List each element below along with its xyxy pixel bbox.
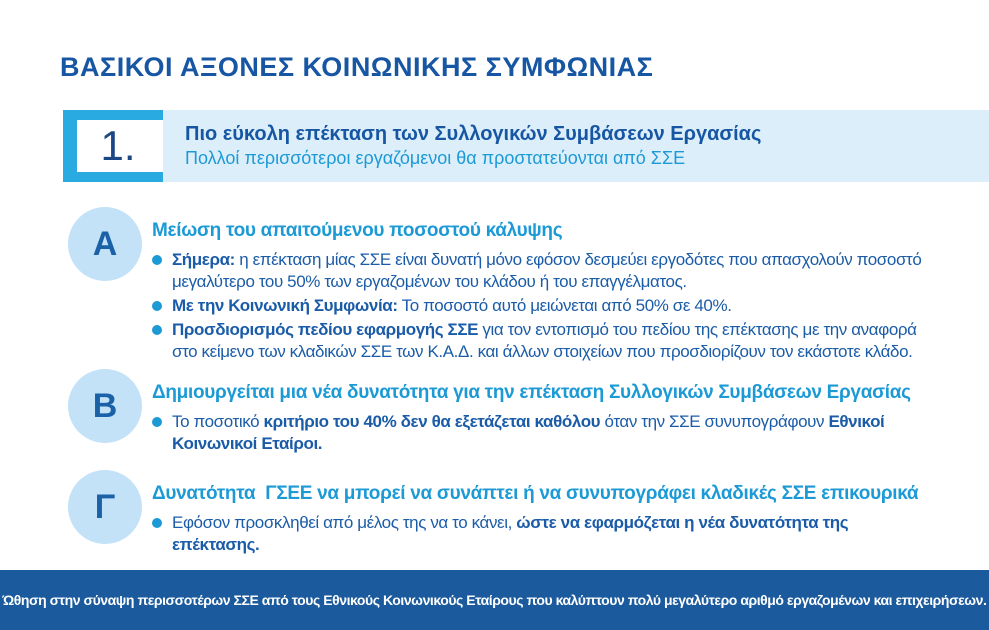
section-heading: Μείωση του απαιτούμενου ποσοστού κάλυψης [152, 220, 563, 241]
bullet-icon [152, 325, 162, 335]
section-letter-badge [68, 207, 142, 281]
axis-1-text [185, 110, 761, 182]
section-content [152, 381, 969, 457]
bullet-list [152, 249, 969, 363]
section-content [152, 482, 969, 558]
bullet-list [152, 411, 969, 455]
list-item [152, 295, 969, 317]
bullet-text: Το ποσοτικό κριτήριο του 40% δεν θα εξετάζεται καθόλου όταν την ΣΣΕ συνυπογράφουν Εθνικοί Κοινωνικοί Εταίροι. [172, 412, 885, 453]
axis-1-heading: Πιο εύκολη επέκταση των Συλλογικών Συμβάσεων Εργασίας [185, 123, 762, 145]
bullet-text: Με την Κοινωνική Συμφωνία: Το ποσοστό αυτό μειώνεται από 50% σε 40%. [172, 296, 732, 315]
footer-text: Ώθηση στην σύναψη περισσοτέρων ΣΣΕ από τους Εθνικούς Κοινωνικούς Εταίρους που καλύπτουν πολύ μεγαλύτερο αριθμό εργαζομένων και επιχειρήσεων. [2, 592, 987, 608]
list-item [152, 512, 969, 556]
bullet-list [152, 512, 969, 556]
axis-1-subheading: Πολλοί περισσότεροι εργαζόμενοι θα προστατεύονται από ΣΣΕ [185, 148, 686, 168]
bullet-text: Προσδιορισμός πεδίου εφαρμογής ΣΣΕ για τον εντοπισμό του πεδίου της επέκτασης με την αναφορά στο κείμενο των κλαδικών ΣΣΕ των Κ.Α.Δ. και άλλων στοιχείων που προσδιορίζουν τον εκάστοτε κλάδο. [172, 320, 917, 361]
section-content [152, 219, 969, 365]
list-item [152, 319, 969, 363]
section-letter-badge [68, 470, 142, 544]
bullet-text: Σήμερα: η επέκταση μίας ΣΣΕ είναι δυνατή μόνο εφόσον δεσμεύει εργοδότες που απασχολούν ποσοστό μεγαλύτερο του 50% των εργαζομένων του κλάδου ή του επαγγέλματος. [172, 250, 922, 291]
list-item [152, 249, 969, 293]
footer-banner [0, 570, 989, 630]
axis-number: 1. [100, 122, 136, 169]
section-heading: Δυνατότητα ΓΣΕΕ να μπορεί να συνάπτει ή να συνυπογράφει κλαδικές ΣΣΕ επικουρικά [152, 483, 919, 504]
section-letter: Γ [94, 487, 116, 526]
list-item [152, 411, 969, 455]
bullet-icon [152, 417, 162, 427]
bullet-icon [152, 255, 162, 265]
section-letter-badge [68, 369, 142, 443]
section-heading: Δημιουργείται μια νέα δυνατότητα για την επέκταση Συλλογικών Συμβάσεων Εργασίας [152, 382, 911, 403]
bullet-text: Εφόσον προσκληθεί από μέλος της να το κάνει, ώστε να εφαρμόζεται η νέα δυνατότητα της επέκτασης. [172, 513, 849, 554]
bullet-icon [152, 301, 162, 311]
section-letter: Β [92, 386, 118, 425]
page-title: ΒΑΣΙΚΟΙ ΑΞΟΝΕΣ ΚΟΙΝΩΝΙΚΗΣ ΣΥΜΦΩΝΙΑΣ [60, 52, 654, 82]
section-letter: Α [92, 224, 118, 263]
axis-1-banner [63, 110, 989, 182]
bullet-icon [152, 518, 162, 528]
axis-number-badge [63, 110, 163, 182]
